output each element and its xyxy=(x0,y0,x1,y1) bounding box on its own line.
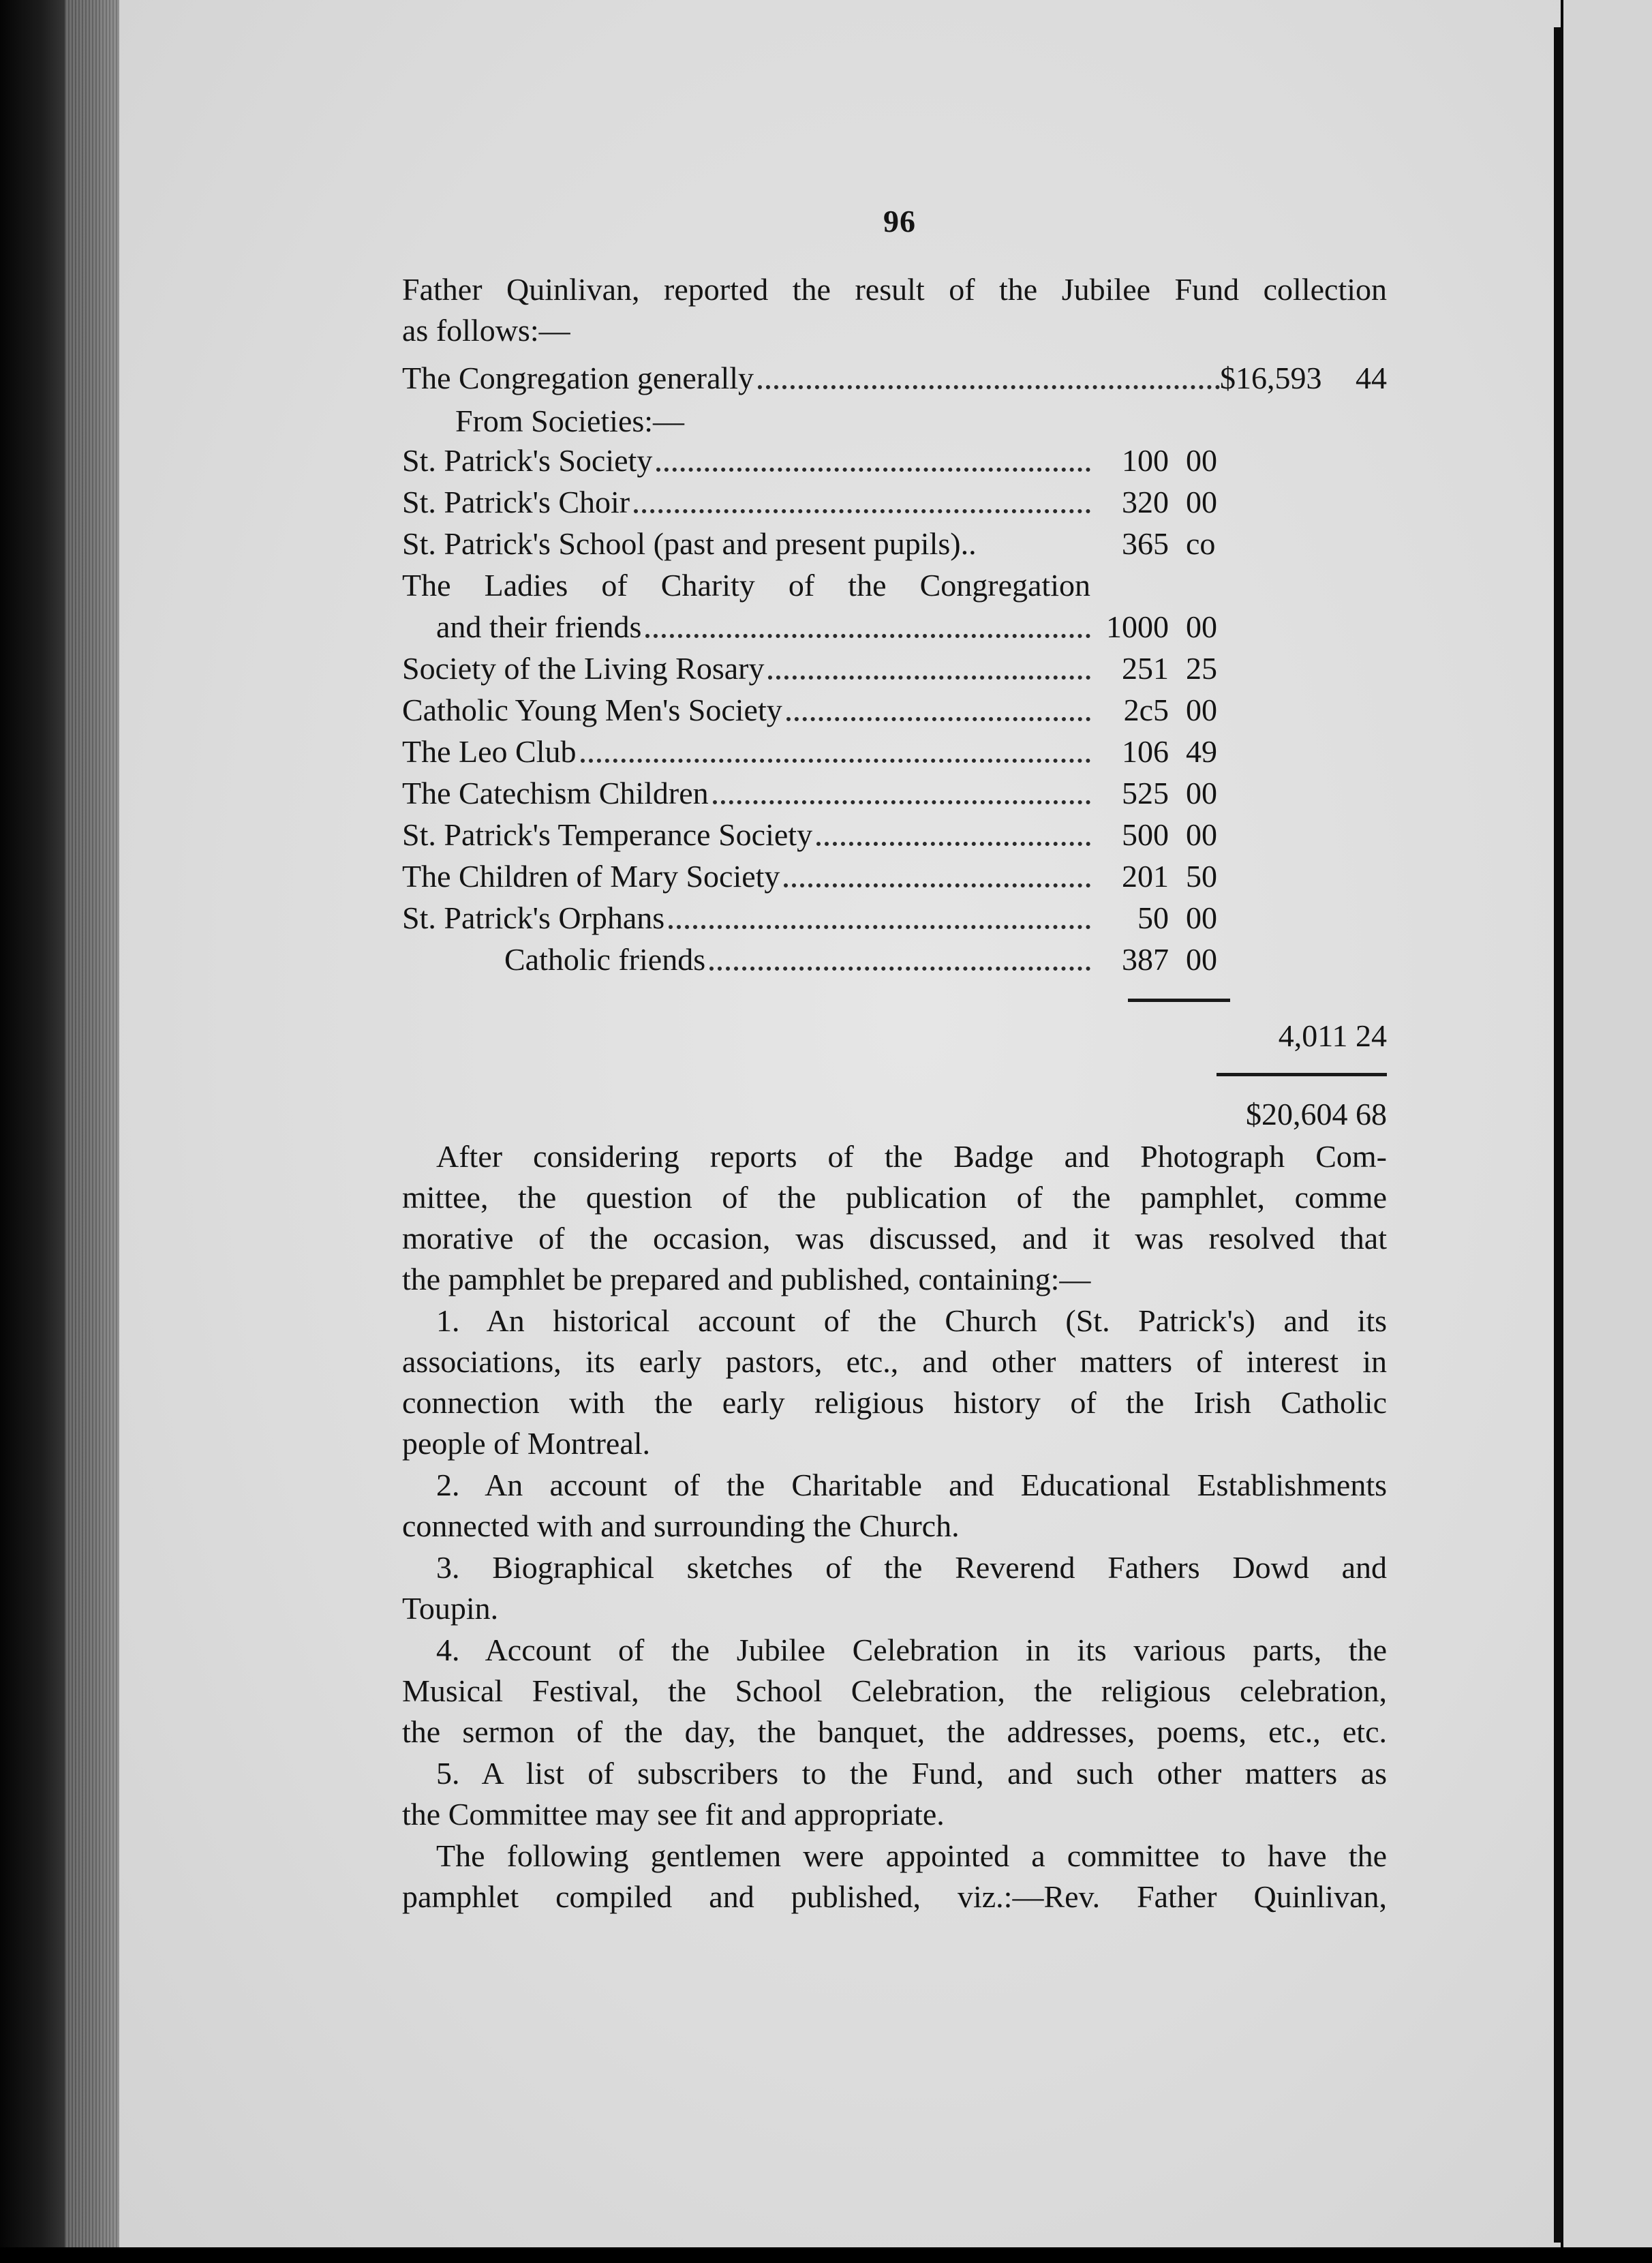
subtotal-rule xyxy=(1128,999,1230,1002)
congregation-amount: $16,593 xyxy=(1220,361,1322,395)
congregation-label-wrap xyxy=(402,358,1220,399)
page-edges xyxy=(65,0,119,2263)
society-row xyxy=(402,897,1234,939)
leader-dots xyxy=(786,706,1090,721)
society-cents: 00 xyxy=(1186,609,1217,644)
leader-dots xyxy=(768,665,1090,680)
society-row xyxy=(402,689,1234,731)
body-line: mittee, the question of the publication of the pamphlet, comme xyxy=(402,1180,1387,1215)
leader-dots xyxy=(758,374,1220,389)
body-line: morative of the occasion, was discussed, and it was resolved that xyxy=(402,1221,1387,1256)
society-label: St. Patrick's Choir xyxy=(402,485,630,519)
next-page-edge xyxy=(1563,0,1652,2263)
leader-dots xyxy=(669,914,1090,929)
society-label: St. Patrick's School (past and present pupils).. xyxy=(402,526,977,561)
body-line: pamphlet compiled and published, viz.:—Rev. Father Quinlivan, xyxy=(402,1879,1387,1914)
society-label: St. Patrick's Society xyxy=(402,443,653,478)
society-row xyxy=(402,939,1234,980)
body-line: associations, its early pastors, etc., and other matters of interest in xyxy=(402,1344,1387,1379)
society-label: St. Patrick's Temperance Society xyxy=(402,817,813,852)
society-cents: 00 xyxy=(1186,693,1217,727)
society-row xyxy=(402,772,1234,814)
leader-dots xyxy=(645,623,1090,638)
society-label: The Leo Club xyxy=(402,734,577,769)
society-dollars: 2c5 xyxy=(1123,693,1169,727)
society-row xyxy=(402,481,1234,523)
society-label: Society of the Living Rosary xyxy=(402,651,765,686)
body-line: people of Montreal. xyxy=(402,1426,651,1461)
societies-total: 4,011 24 xyxy=(1278,1018,1387,1053)
society-label: The Catechism Children xyxy=(402,776,709,810)
society-label: and their friends xyxy=(436,609,642,644)
society-cents: 49 xyxy=(1186,734,1217,769)
society-cents: 00 xyxy=(1186,900,1217,935)
society-cents: 00 xyxy=(1186,942,1217,977)
leader-dots xyxy=(784,872,1090,887)
leader-dots xyxy=(634,498,1090,513)
society-dollars: 50 xyxy=(1137,900,1169,935)
society-dollars: 365 xyxy=(1122,526,1169,561)
body-line: connected with and surrounding the Church. xyxy=(402,1508,960,1543)
society-label: The Children of Mary Society xyxy=(402,859,780,894)
society-dollars: 500 xyxy=(1122,817,1169,852)
body-line: the Committee may see fit and appropriate. xyxy=(402,1797,945,1832)
society-row xyxy=(402,731,1234,772)
congregation-label: The Congregation generally xyxy=(402,361,754,395)
societies-list xyxy=(402,440,1234,980)
gutter-shadow xyxy=(1554,27,1563,2243)
society-dollars: 387 xyxy=(1122,942,1169,977)
society-cents: 00 xyxy=(1186,776,1217,810)
society-label: Catholic Young Men's Society xyxy=(402,693,782,727)
society-row xyxy=(402,648,1234,689)
leader-dots xyxy=(709,956,1090,971)
scan-border xyxy=(0,2247,1652,2263)
societies-heading: From Societies:— xyxy=(455,404,685,438)
society-label: St. Patrick's Orphans xyxy=(402,900,665,935)
congregation-row xyxy=(402,358,1387,399)
intro-line-2: as follows:— xyxy=(402,313,570,348)
society-dollars: 320 xyxy=(1122,485,1169,519)
body-line: 3. Biographical sketches of the Reverend Fathers Dowd and xyxy=(436,1550,1387,1585)
body-line: 2. An account of the Charitable and Educational Establishments xyxy=(436,1468,1387,1502)
body-line: Musical Festival, the School Celebration, the religious celebration, xyxy=(402,1673,1387,1708)
society-dollars: 100 xyxy=(1122,443,1169,478)
body-line: connection with the early religious history of the Irish Catholic xyxy=(402,1385,1387,1420)
society-cents: 50 xyxy=(1186,859,1217,894)
body-line: 1. An historical account of the Church (St. Patrick's) and its xyxy=(436,1303,1387,1338)
grand-total-rule xyxy=(1217,1073,1387,1076)
congregation-cents: 44 xyxy=(1356,361,1387,395)
society-cents: 00 xyxy=(1186,443,1217,478)
society-row xyxy=(402,855,1234,897)
body-line: 5. A list of subscribers to the Fund, and such other matters as xyxy=(436,1756,1387,1791)
society-cents: 00 xyxy=(1186,817,1217,852)
society-label: Catholic friends xyxy=(504,942,706,977)
body-line: After considering reports of the Badge and Photograph Com- xyxy=(436,1139,1387,1174)
society-cents: 25 xyxy=(1186,651,1217,686)
leader-dots xyxy=(713,789,1090,804)
body-line: the pamphlet be prepared and published, containing:— xyxy=(402,1262,1091,1296)
society-dollars: 525 xyxy=(1122,776,1169,810)
body-line: Toupin. xyxy=(402,1591,499,1626)
society-dollars: 201 xyxy=(1122,859,1169,894)
society-dollars: 251 xyxy=(1122,651,1169,686)
society-dollars: 106 xyxy=(1122,734,1169,769)
society-row xyxy=(402,440,1234,481)
leader-dots xyxy=(816,831,1090,846)
leader-dots xyxy=(656,457,1090,472)
society-row xyxy=(402,814,1234,855)
society-row xyxy=(402,606,1234,648)
society-row xyxy=(402,564,1234,606)
grand-total: $20,604 68 xyxy=(1246,1097,1387,1132)
society-label: The Ladies of Charity of the Congregation xyxy=(402,568,1090,603)
society-cents: co xyxy=(1186,526,1216,561)
leader-dots xyxy=(581,748,1091,763)
body-line: The following gentlemen were appointed a committee to have the xyxy=(436,1838,1387,1873)
body-line: 4. Account of the Jubilee Celebration in its various parts, the xyxy=(436,1632,1387,1667)
society-cents: 00 xyxy=(1186,485,1217,519)
society-dollars: 1000 xyxy=(1106,609,1169,644)
body-line: the sermon of the day, the banquet, the addresses, poems, etc., etc. xyxy=(402,1714,1387,1749)
society-row xyxy=(402,523,1234,564)
page-number: 96 xyxy=(883,204,916,239)
intro-line-1: Father Quinlivan, reported the result of the Jubilee Fund collection xyxy=(402,272,1387,307)
